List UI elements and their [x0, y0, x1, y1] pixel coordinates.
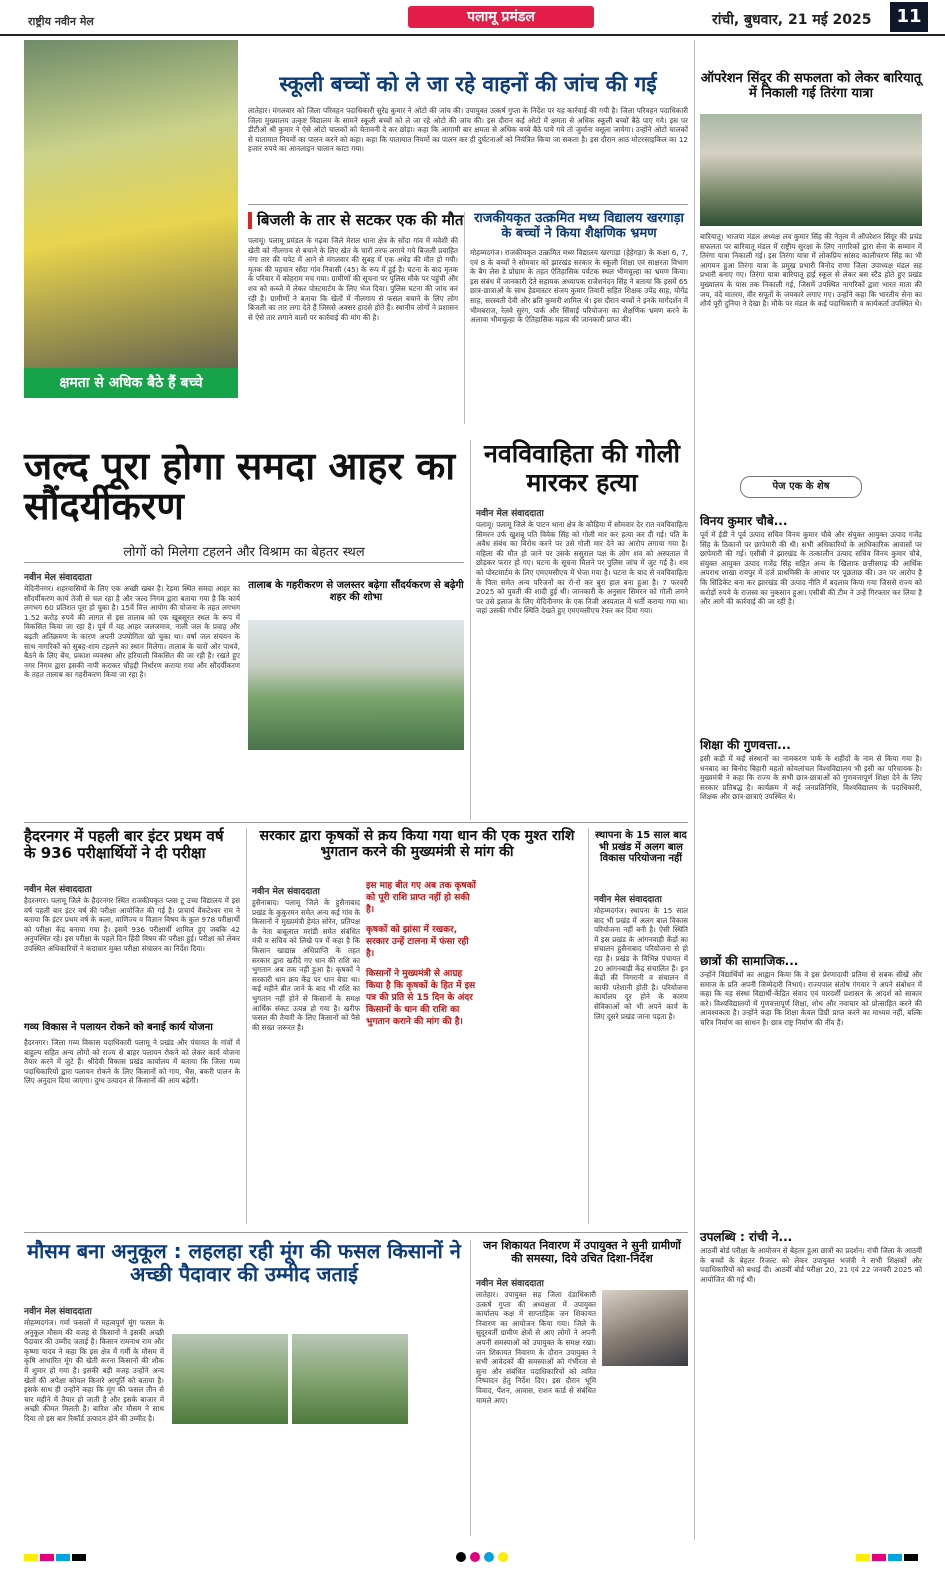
dateline: रांची, बुधवार, 21 मई 2025	[712, 12, 872, 28]
dairy-headline: गव्य विकास ने पलायन रोकने को बनाई कार्य योजना	[24, 1022, 213, 1033]
khargada-body: मोहम्मदगंज। राजकीयकृत उत्क्रमित मध्य विद्यालय खरगाड़ा (हेहेगड़ा) के कक्षा 6, 7, एवं 8 के बच्चों ने सोमवार को झारखंड सरकार के स्कूली शिक्षा एवं साक्षरता विभाग के बैग लेस डे प्रोग्राम के तहत ऐतिहासिक पर्यटक स्थल भीमचूल्हा का भ्रमण किया। इस संबंध में जानकारी देते सहायक अध्यापक राजेशनंदन सिंह ने बताया कि इसमें 65 छात्र-छात्राओं के साथ हेडमास्टर संजय कुमार तिवारी सहित शिक्षक उपेंद्र साह, योगेंद्र साह, सरस्वती देवी और ब्रति कुमारी शामिल थे। इस दौरान बच्चों ने इनके मार्गदर्शन में भीमबराज, रेलवे सुरंग, पार्क और सिंचाई परियोजना का शैक्षणिक भ्रमण करने के अलावा भीमचूल्हा के ऐतिहासिक महत्व की जानकारी प्राप्त की।	[470, 248, 688, 325]
paddy-headline: सरकार द्वारा कृषकों से क्रय किया गया धान की एक मुश्त राशि भुगतान करने की मुख्यमंत्री से मांग की	[259, 828, 575, 861]
grievance-body: लातेहार। उपायुक्त सह जिला दंडाधिकारी उत्कर्ष गुप्ता की अध्यक्षता में उपायुक्त कार्यालय कक्ष में साप्ताहिक जन शिकायत निवारण का आयोजन किया गया। जिले के सुदूरवर्ती ग्रामीण क्षेत्रों से आए लोगों ने अपनी अपनी समस्याओं को उपायुक्त के समक्ष रखा। जन शिकायत निवारण के दौरान उपायुक्त ने सभी आवेदकों की समस्याओं को गंभीरता से सुना और संबंधित पदाधिकारियों को त्वरित निष्पादन हेतु निर्देश दिए। इस दौरान भूमि विवाद, पेंशन, आवास, राशन कार्ड से संबंधित मामले आए।	[476, 1290, 596, 1405]
sindoor-headline: ऑपरेशन सिंदूर की सफलता को लेकर बारियातू में निकाली गई तिरंगा यात्रा	[700, 71, 922, 101]
electric-body: पलामू। पलामू प्रमंडल के गढ़वा जिले मेराल थाना क्षेत्र के सोंदा गांव में मवेशी की खेती को नीलगाय से बचाने के लिए खेत के चारों तरफ लगाये गये बिजली प्रवाहित नंगा तार की चपेट में आने से मंगलवार की सुबह में एक अधेड़ की मौत हो गयी। मृतक की पहचान सोंदा गांव निवासी (45) के रूप में हुई है। घटना के बाद मृतक के परिवार में कोहराम मच गया। ग्रामीणों की सूचना पर पुलिस मौके पर पहुंची और शव को कब्जे में लेकर पोस्टमार्टम के लिए भेज दिया। पुलिस घटना की जांच कर रही है। ग्रामीणों ने बताया कि खेतों में नीलगाय से फसल बचाने के लिए लोग बिजली का तार लगा देते हैं जिससे अक्सर हादसे होते हैं। स्थानीय लोगों ने प्रशासन से ऐसे तार लगाने वालों पर कार्रवाई की मांग की है।	[248, 236, 458, 322]
neglect-headline: स्थापना के 15 साल बाद भी प्रखंड में अलग बाल विकास परियोजना नहीं	[595, 830, 687, 864]
dairy-body: हैदरनगर। जिला गव्य विकास पदाधिकारी पलामू ने प्रखंड और पंचायत के गांवों में बाहुल्य सहित अन्य लोगों को राज्य से बाहर पलायन रोकने को लेकर कार्य योजना तैयार करने में जुटे हैं। श्रीदेवी विकास प्रखंड कार्यालय में बताया कि जिला गव्य पदाधिकारियों द्वारा पलायन रोकने के लिए किसानों को गाय, भैंस, बकरी पालन के लिए अनुदान दिया जाएगा। दुग्ध उत्पादन से किसानों की आय बढ़ेगी।	[24, 1038, 240, 1086]
official-photo	[602, 1290, 688, 1366]
page-number: 11	[890, 2, 928, 32]
divider	[470, 1240, 471, 1536]
color-swatch	[856, 1554, 870, 1561]
students-body: उन्होंने विद्यार्थियों का आह्वान किया कि वे इस प्रेरणादायी प्रतिमा से सबक सीखें और समाज के प्रति अपनी जिम्मेदारी निभाएं। राज्यपाल संतोष गंगवार ने अपने संबोधन में कहा कि यह संस्था विद्यार्थी-केंद्रित संवाद एवं पारदर्शी प्रशासन के आदर्श को साकार करे। विश्वविद्यालयों में गुणवत्तापूर्ण शिक्षा, शोध और नवाचार को प्रोत्साहित करने की आवश्यकता है। उन्होंने कहा कि शिक्षा केवल डिग्री प्राप्त करने का माध्यम नहीं, बल्कि चरित्र निर्माण का साधन है। छात्र राष्ट्र निर्माण की नींव हैं।	[700, 970, 922, 1027]
samda-headline: जल्द पूरा होगा समदा आहर का सौंदर्यीकरण	[24, 443, 456, 528]
color-swatch	[56, 1554, 70, 1561]
section-tag: पलामू प्रमंडल	[408, 6, 594, 28]
color-swatch	[40, 1554, 54, 1561]
registration-dot	[470, 1552, 480, 1562]
divider	[24, 562, 464, 563]
moong-headline: मौसम बना अनुकूल : लहलहा रही मूंग की फसल किसानों ने अच्छी पैदावार की उम्मीद जताई	[27, 1239, 461, 1286]
color-swatch	[888, 1554, 902, 1561]
vinay-body: पूर्व में ईडी ने पूर्व उत्पाद सचिव विनय कुमार चौबे और संयुक्त आयुक्त उत्पाद गजेंद्र सिंह के ठिकानों पर छापेमारी की थी। सभी अधिकारियों के आधिकारिक आवासों पर छापेमारी की गई। एसीबी ने झारखंड के तत्कालीन उत्पाद सचिव विनय कुमार चौबे, संयुक्त आयुक्त उत्पाद गजेंद्र सिंह सहित अन्य के खिलाफ छत्तीसगढ़ की आर्थिक अपराध शाखा रायपुर में दर्ज प्राथमिकी के आधार पर पूछताछ की। उन पर आरोप है कि सिंडिकेट बना कर झारखंड की उत्पाद नीति में बदलाव किया गया जिससे राज्य को करोड़ों रुपये के राजस्व का नुकसान हुआ। एसीबी की टीम ने उन्हें गिरफ्तार कर लिया है और आगे की कार्रवाई की जा रही है।	[700, 530, 922, 607]
rally-photo	[700, 114, 922, 226]
lake-photo	[248, 620, 464, 750]
neglect-body: मोहम्मदगंज। स्थापना के 15 साल बाद भी प्रखंड में अलग बाल विकास परियोजना नहीं बनी है। ऐसी स्थिति में इस प्रखंड के आंगनवाड़ी केंद्रों का संचालन हुसैनाबाद परियोजना से हो रहा है। प्रखंड के विभिन्न पंचायत में 20 आंगनबाड़ी केंद्र संचालित हैं। इन केंद्रों की निगरानी व संचालन में काफी परेशानी होती है। परियोजना कार्यालय दूर होने के कारण सेविकाओं को भी अपने कार्य के लिए दूसरे प्रखंड जाना पड़ता है।	[594, 906, 688, 1021]
color-swatch	[24, 1554, 38, 1561]
paddy-callout: कृषकों को झांसा में रखकर, सरकार उन्हें टालना में फंसा रही है।	[366, 925, 469, 959]
khargada-headline: राजकीयकृत उत्क्रमित मध्य विद्यालय खरगाड़ा के बच्चों ने किया शैक्षणिक भ्रमण	[474, 211, 684, 241]
ranchi-body: आठवीं बोर्ड परीक्षा के आयोजन से बेहतर हुआ छात्रों का प्रदर्शन। रांची जिला के आठवीं के बच्चों के बेहतर रिजल्ट को लेकर उपायुक्त भजंत्री ने सभी शिक्षकों और पदाधिकारियों को बधाई दी। आठवीं बोर्ड परीक्षा 20, 21 एवं 22 जनवरी 2025 को आयोजित की गई थी।	[700, 1246, 922, 1284]
samda-byline: नवीन मेल संवाददाता	[24, 573, 92, 583]
paddy-callout: किसानों ने मुख्यमंत्री से आग्रह किया है कि कृषकों के हित में इस पत्र की प्रति से 15 दिन के अंदर किसानों के धान की राशि का भुगतान कराने की मांग की है।	[366, 969, 476, 1027]
divider	[24, 822, 688, 823]
color-swatch	[904, 1554, 918, 1561]
divider	[464, 212, 465, 424]
divider	[588, 828, 589, 1224]
divider	[248, 204, 688, 205]
murder-headline: नवविवाहिता की गोली मारकर हत्या	[483, 439, 681, 497]
registration-dot	[456, 1552, 466, 1562]
column-divider	[694, 40, 695, 1540]
moong-byline: नवीन मेल संवाददाता	[24, 1307, 92, 1317]
electric-headline: बिजली के तार से सटकर एक की मौत	[248, 212, 467, 229]
auto-rickshaw-photo	[24, 40, 238, 384]
paddy-callouts	[366, 880, 478, 1028]
vinay-headline: विनय कुमार चौबे...	[700, 514, 788, 528]
paddy-callout: इस माह बीत गए अब तक कृषकों को पूरी राशि प्राप्त नहीं हो सकी है।	[366, 881, 476, 915]
exam-byline: नवीन मेल संवाददाता	[24, 885, 92, 895]
divider	[246, 828, 247, 1224]
grievance-byline: नवीन मेल संवाददाता	[476, 1279, 544, 1289]
murder-body: पलामू। पलामू जिले के पाटन थाना क्षेत्र के कौड़िया में सोमवार देर रात नवविवाहिता सिमरन उर्फ खुशबू पति विवेक सिंह को गोली मार कर हत्या कर दी गई। पति के अवैध संबंध का विरोध करने पर उसे गोली मार देने का आरोप लगाया गया है। महिला की मौत हो जाने पर उसके ससुराल पक्ष के लोग शव को अस्पताल में छोड़कर फरार हो गए। घटना के सूचना मिलने पर पुलिस जांच में जुट गई है। शव को पोस्टमार्टम के लिए एमएमसीएच में भेजा गया है। घटना के बाद से नवविवाहिता के पिता समेत अन्य परिजनों का रो-रो कर बुरा हाल बना हुआ है। 7 फरवरी 2025 को युवती की शादी हुई थी। जानकारी के अनुसार सिमरन को गोली लगने पर उसे इलाज के लिए मेदिनीनगर के एक निजी अस्पताल में भर्ती कराया गया था। जहां उसकी गंभीर स्थिति देखते हुए एमएमसीएच रेफर कर दिया गया।	[476, 520, 688, 616]
paddy-body: हुसैनाबाद। पलामू जिले के हुसैनाबाद प्रखंड के कुकुरमन समेत अन्य कई गांव के किसानों ने मुख्यमंत्री हेमंत सोरेन, प्रतिपक्ष के नेता बाबूलाल मरांडी समेत संबंधित मंत्री व सचिव को लिखे पत्र में कहा है कि किसान खाद्यान्न अधिप्राप्ति के तहत सरकार द्वारा खरीदे गए धान की राशि का भुगतान अब तक नहीं हुआ है। कृषकों ने सरकारी धान क्रय केंद्र पर धान बेचा था। कई महीने बीत जाने के बाद भी राशि का भुगतान नहीं होने से किसानों के समक्ष आर्थिक संकट उत्पन्न हो गया है। खरीफ फसल की तैयारी के लिए किसानों को पैसे की सख्त जरूरत है।	[252, 898, 360, 1032]
education-body: इसी कड़ी में कई संस्थानों का नामकरण पार्क के शहीदों के नाम से किया गया है। धनबाद का बिनोद बिहारी महतो कोयलांचल विश्वविद्यालय भी इसी का परिचायक है। मुख्यमंत्री ने कहा कि राज्य के सभी छात्र-छात्राओं को गुणवत्तापूर्ण शिक्षा देने के लिए सरकार प्रतिबद्ध है। कार्यक्रम में कई जनप्रतिनिधि, विश्वविद्यालय के पदाधिकारी, शिक्षक और छात्र-छात्राएं उपस्थित थे।	[700, 754, 922, 802]
sindoor-body: बारियातू। भाजपा मंडल अध्यक्ष लव कुमार सिंह की नेतृत्व में ऑपरेशन सिंदूर की प्रचंड सफलता पर बारियातू मंडल में राष्ट्रीय सुरक्षा के लिए नागरिकों द्वारा सेना के सम्मान में तिरंगा यात्रा निकाली गई। इस तिरंगा यात्रा में लोकप्रिय सांसद कालीचरण सिंह का भी आगमन हुआ तिरंगा यात्रा के प्रमुख प्रभारी विनोद राणा जिला उपाध्यक्ष मंडल सह प्रभारी बनाए गए। तिरंगा यात्रा बारियातू हाई स्कूल से लेकर बस स्टैंड होते हुए प्रखंड मुख्यालय के पास तक निकाली गई, जिसमें उपस्थित नागरिकों द्वारा भारत माता की जय, वंदे मातरम, वीर सपूतों के जयकारे लगाए गए। उन्होंने कहा कि भारतीय सेना का शौर्य पूरी दुनिया ने देखा है। मौके पर मंडल के कई पदाधिकारी व कार्यकर्ता उपस्थित थे।	[700, 232, 922, 309]
vehicles-headline: स्कूली बच्चों को ले जा रहे वाहनों की जांच की गई	[279, 72, 657, 96]
paddy-byline: नवीन मेल संवाददाता	[252, 887, 320, 897]
color-swatch	[72, 1554, 86, 1561]
divider	[470, 440, 471, 820]
students-headline: छात्रों की सामाजिक...	[700, 954, 799, 968]
registration-dot	[498, 1552, 508, 1562]
print-registration-bar	[0, 1550, 945, 1568]
photo-caption: क्षमता से अधिक बैठे हैं बच्चे	[24, 368, 238, 398]
samda-subheadline: लोगों को मिलेगा टहलने और विश्राम का बेहतर स्थल	[123, 545, 365, 560]
moong-crop-photo	[292, 1334, 408, 1424]
murder-byline: नवीन मेल संवाददाता	[476, 509, 544, 519]
exam-body: हैदरनगर। पलामू जिले के हैदरनगर स्थित राजकीयकृत प्लस टू उच्च विद्यालय में इस वर्ष पहली बार इंटर वर्ष की परीक्षा आयोजित की गई है। प्राचार्य वेंकटेश्वर राम ने बताया कि इंटर प्रथम वर्ष के कला, वाणिज्य व विज्ञान विषय के कुल 978 परीक्षार्थी को परीक्षा केंद्र बनाया गया है। इसमें 936 परीक्षार्थी शामिल हुए जबकि 42 अनुपस्थित रहे। इस परीक्षा के पहले दिन हिंदी विषय की परीक्षा हुई। परीक्षा को लेकर उपस्थित अधिकारियों ने कदाचार मुक्त परीक्षा संचालन का निर्देश दिया।	[24, 896, 240, 953]
registration-dot	[484, 1552, 494, 1562]
neglect-byline: नवीन मेल संवाददाता	[594, 895, 662, 905]
exam-headline: हैदरनगर में पहली बार इंटर प्रथम वर्ष के 936 परीक्षार्थियों ने दी परीक्षा	[24, 827, 224, 863]
divider	[24, 1232, 688, 1233]
masthead: राष्ट्रीय नवीन मेल	[28, 15, 94, 28]
education-headline: शिक्षा की गुणवत्ता...	[700, 738, 791, 752]
moong-field-photo	[172, 1334, 288, 1424]
samda-body: मेदिनीनगर। शहरवासियों के लिए एक अच्छी खबर है। रेड़मा स्थित समदा आहर का सौंदर्यीकरण कार्य तेजी से चल रहा है और जल्द निगम द्वारा बताया गया है कि कार्य लगभग 60 प्रतिशत पूरा हो चुका है। 15वें वित्त आयोग की योजना के तहत लगभग 1.52 करोड़ रुपये की लागत से इस तालाब को एक खूबसूरत स्थल के रूप में विकसित किया जा रहा है। पूर्व में यह आहर जलजमाव, नाली जल के प्रवाह और बढ़ती अतिक्रमण के कारण अपनी उपयोगिता खो चुका था। वर्षा जल संचयन के साथ नागरिकों को सुबह-शाम टहलने का स्थान मिलेगा। तालाब के चारों ओर पाथवे, बैठने के लिए बेंच, प्रकाश व्यवस्था और हरियाली विकसित की जा रही है। रखते हुए नगर निगम द्वारा इसकी नापी कराकर चौहद्दी निर्धारण कराया गया और सौंदर्यीकरण के तहत तालाब का गहरीकरण किया जा रहा है।	[24, 584, 240, 680]
vehicles-body: लातेहार। मंगलवार को जिला परिवहन पदाधिकारी सुरेंद्र कुमार ने ओटो की जांच की। उपायुक्त उत्कर्ष गुप्ता के निर्देश पर यह कार्रवाई की गयी है। जिला परिवहन पदाधिकारी जिला मुख्यालय उत्कृष्ट विद्यालय के सामने स्कूली बच्चों को ले जा रहे ओटो की जांच की। इस दौरान कई ओटो में क्षमता से अधिक स्कूली बच्चों बैठे पाए गये। इस पर डीटीओ श्री कुमार ने ऐसे ओटो चालकों को चेतावनी दे कर छोड़ा। कहा कि आगामी बार क्षमता से अधिक बच्चे बैठे पाये गये तो जुर्माना वसूला जायेगा। उन्होंने ओटो चालकों से यातायात नियमों का पालन करने को कहा। कहा कि यातायात नियमों का पालन कर ही दुर्घटनाओं को नियंत्रित किया जा सकता है। इस दौरान आठ मोटरसाइकिल का 12 हजार रुपये का आनलाइन चालान काटा गया।	[248, 106, 688, 154]
grievance-headline: जन शिकायत निवारण में उपायुक्त ने सुनी ग्रामीणों की समस्या, दिये उचित दिशा-निर्देश	[483, 1239, 681, 1265]
moong-body: मोहम्मदगंज। गर्मा फसलों में महत्वपूर्ण मूंग फसल के अनुकूल मौसम की वजह से किसानों ने इसकी अच्छी पैदावार की उम्मीद जताई है। किसान रामनाथ राम और कृष्णा यादव ने कहा कि इस क्षेत्र में गर्मी के मौसम में कृषि आधारित मूंग की खेती करना किसानों की शौक में शुमार हो गया है। इसकी बड़ी वजह उन्होंने अन्य खेतों की अपेक्षा कोयल किनारे आपूर्ति को बताया है। इसके साथ ही उन्होंने कहा कि मूंग की फसल तीन से चार महीने में तैयार हो जाती है और इसके बाजार में अच्छी कीमत मिलती है। बारिश और मौसम ने साथ दिया तो इस बार रिकॉर्ड उत्पादन होने की उम्मीद है।	[24, 1318, 164, 1423]
ranchi-headline: उपलब्धि : रांची ने...	[700, 1230, 793, 1244]
lake-photo-caption: तालाब के गहरीकरण से जलस्तर बढ़ेगा सौंदर्यकरण से बढ़ेगी शहर की शोभा	[248, 580, 464, 603]
color-swatch	[872, 1554, 886, 1561]
continued-from-front-label: पेज एक के शेष	[740, 476, 862, 498]
